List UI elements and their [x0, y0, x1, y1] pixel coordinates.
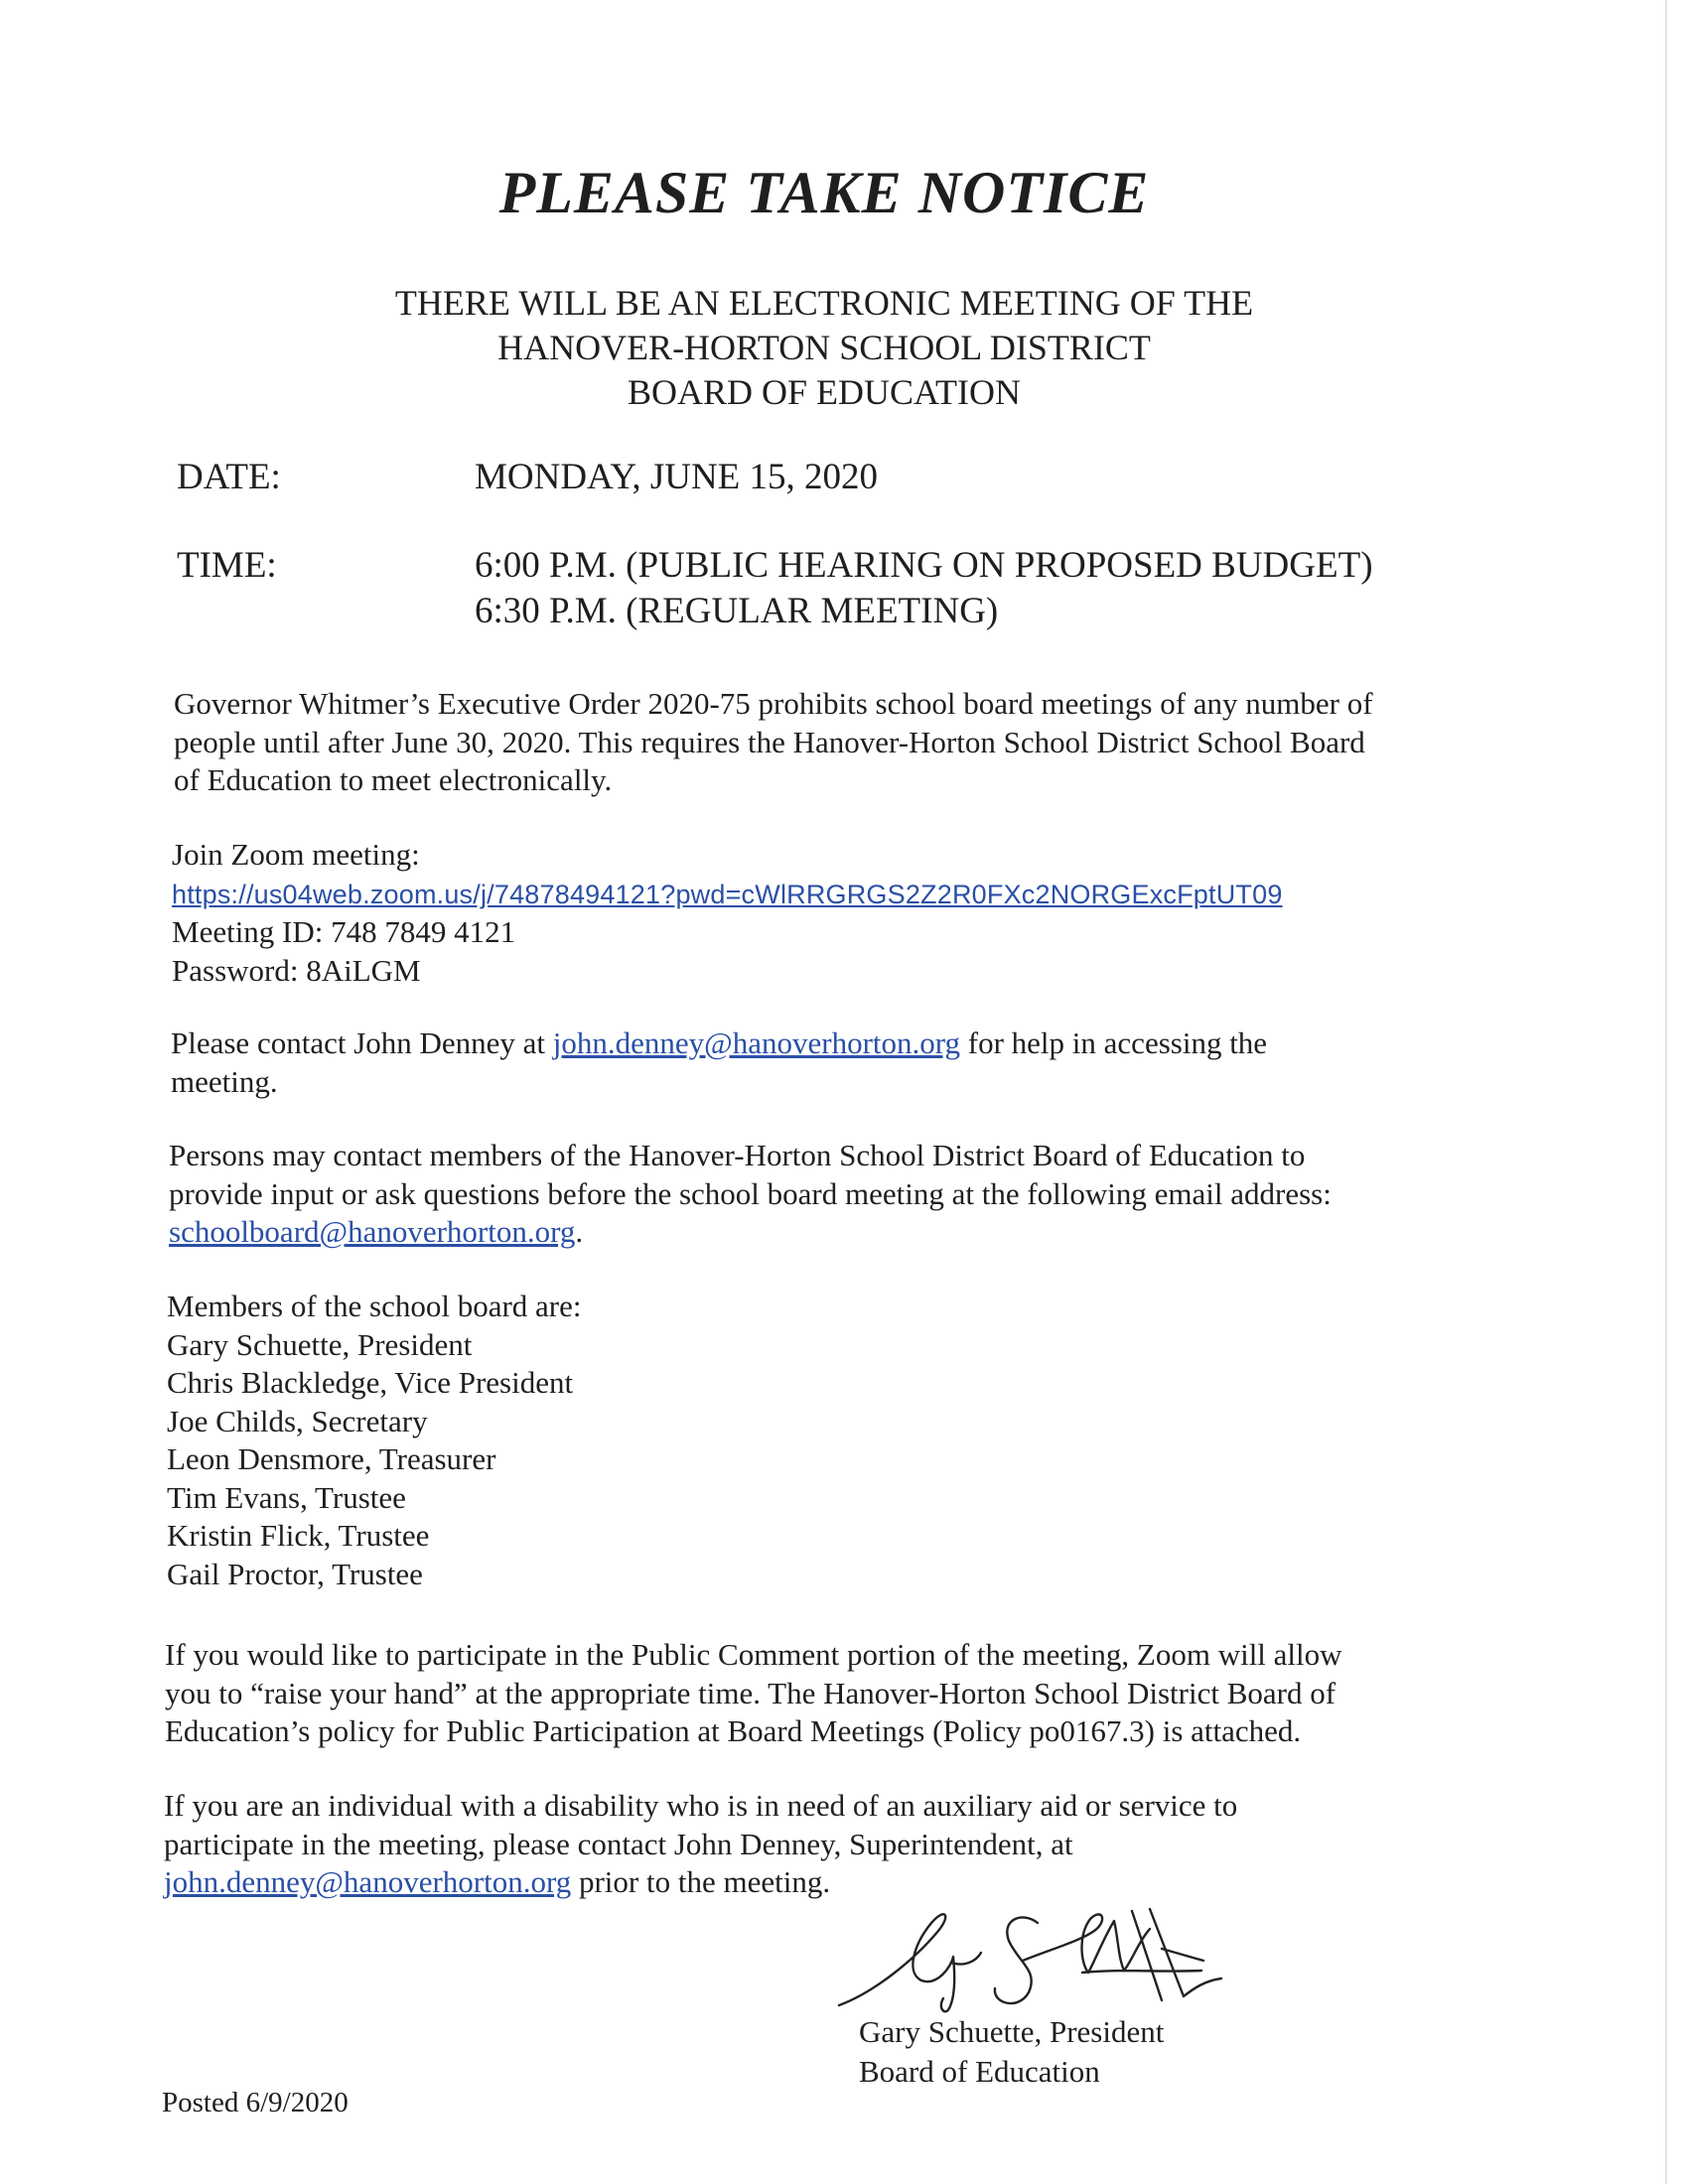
member-item: Tim Evans, Trustee	[167, 1479, 406, 1515]
disability-paragraph	[164, 1787, 1237, 1902]
schoolboard-email-link[interactable]: schoolboard@hanoverhorton.org	[169, 1214, 576, 1249]
paragraph-line: of Education to meet electronically.	[174, 762, 613, 797]
time-label: TIME:	[177, 545, 277, 586]
date-value: MONDAY, JUNE 15, 2020	[475, 457, 879, 497]
member-item: Chris Blackledge, Vice President	[167, 1365, 574, 1400]
page-title: PLEASE TAKE NOTICE	[498, 160, 1150, 225]
public-comment-paragraph	[165, 1636, 1342, 1751]
subtitle-line: THERE WILL BE AN ELECTRONIC MEETING OF THE	[394, 283, 1254, 323]
executive-order-paragraph	[174, 685, 1373, 800]
time-value-hearing: 6:00 P.M. (PUBLIC HEARING ON PROPOSED BUDGET)	[475, 545, 1373, 586]
signer-name: Gary Schuette, President	[859, 2014, 1165, 2049]
zoom-meeting-link[interactable]: https://us04web.zoom.us/j/74878494121?pwd=cWlRRGRGS2Z2R0FXc2NORGExcFptUT09	[172, 879, 1283, 909]
posted-date: Posted 6/9/2020	[162, 2087, 349, 2118]
subtitle-line: HANOVER-HORTON SCHOOL DISTRICT	[497, 328, 1151, 367]
member-item: Kristin Flick, Trustee	[167, 1518, 430, 1553]
paragraph-line: Governor Whitmer’s Executive Order 2020-75 prohibits school board meetings of any number of	[174, 686, 1373, 721]
zoom-password: Password: 8AiLGM	[172, 952, 421, 988]
date-label: DATE:	[177, 457, 281, 497]
contact-suffix: for help in accessing the	[960, 1025, 1268, 1060]
disability-suffix: prior to the meeting.	[571, 1864, 831, 1899]
zoom-info	[172, 836, 1283, 990]
member-item: Joe Childs, Secretary	[167, 1403, 428, 1438]
contact-email-link[interactable]: john.denney@hanoverhorton.org	[552, 1025, 961, 1060]
contact-line-2: meeting.	[171, 1063, 278, 1099]
paragraph-line: you to “raise your hand” at the appropriate time. The Hanover-Horton School District Board of	[165, 1675, 1336, 1710]
paragraph-line: provide input or ask questions before the school board meeting at the following email address:	[169, 1175, 1332, 1211]
subtitle-line: BOARD OF EDUCATION	[627, 372, 1022, 412]
zoom-heading: Join Zoom meeting:	[172, 837, 420, 872]
handwritten-signature	[834, 1901, 1231, 2015]
paragraph-end: .	[575, 1214, 584, 1249]
paragraph-line: participate in the meeting, please contact John Denney, Superintendent, at	[164, 1826, 1073, 1861]
paragraph-line: Persons may contact members of the Hanover-Horton School District Board of Education to	[169, 1138, 1306, 1172]
contact-prefix: Please contact John Denney at	[171, 1025, 553, 1060]
signature-block	[859, 2012, 1164, 2092]
members-heading: Members of the school board are:	[167, 1289, 582, 1323]
paragraph-line: people until after June 30, 2020. This requires the Hanover-Horton School District School Board	[174, 724, 1365, 759]
member-item: Gail Proctor, Trustee	[167, 1556, 423, 1591]
paragraph-line: Education’s policy for Public Participation at Board Meetings (Policy po0167.3) is attached.	[165, 1713, 1302, 1748]
board-members	[167, 1288, 582, 1593]
paragraph-line: If you would like to participate in the Public Comment portion of the meeting, Zoom will allow	[165, 1637, 1342, 1672]
member-item: Gary Schuette, President	[167, 1326, 473, 1362]
signer-title: Board of Education	[859, 2054, 1100, 2089]
zoom-meeting-id: Meeting ID: 748 7849 4121	[172, 914, 516, 949]
member-item: Leon Densmore, Treasurer	[167, 1441, 496, 1476]
meeting-subtitle	[0, 281, 1648, 415]
time-value-regular: 6:30 P.M. (REGULAR MEETING)	[475, 591, 999, 631]
paragraph-line: If you are an individual with a disability who is in need of an auxiliary aid or service to	[164, 1788, 1238, 1823]
disability-email-link[interactable]: john.denney@hanoverhorton.org	[164, 1864, 572, 1899]
input-paragraph	[169, 1137, 1332, 1252]
page-edge	[1665, 0, 1667, 2184]
contact-paragraph	[171, 1024, 1267, 1101]
